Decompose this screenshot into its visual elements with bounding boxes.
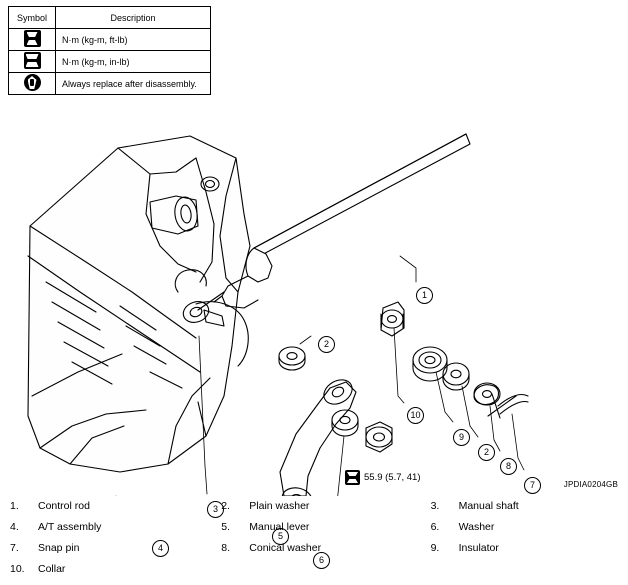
torque-spec-callout xyxy=(345,470,421,485)
legend-number: 2. xyxy=(221,500,231,512)
callout-balloon-6: 6 xyxy=(313,552,330,569)
torque-nm-kgm-ftlb-icon xyxy=(24,30,41,47)
callout-balloon-3: 3 xyxy=(207,501,224,518)
figure-linework xyxy=(0,96,628,496)
legend-item-6 xyxy=(419,521,628,533)
torque-spec-value: 55.9 (5.7, 41) xyxy=(364,472,421,483)
legend-item-2 xyxy=(209,500,418,512)
callout-balloon-10: 10 xyxy=(407,407,424,424)
legend-label: Manual shaft xyxy=(458,500,519,512)
legend-item-10 xyxy=(0,563,209,575)
legend-row xyxy=(0,500,628,512)
torque-nm-kgm-inlb-icon xyxy=(24,52,41,69)
replace-after-disassembly-icon xyxy=(24,74,41,91)
legend-number: 9. xyxy=(430,542,440,554)
symbol-cell xyxy=(9,73,56,95)
legend-item-9 xyxy=(419,542,628,554)
figure-code: JPDIA0204GB xyxy=(563,480,618,489)
callout-balloon-8: 8 xyxy=(500,458,517,475)
callout-balloon-5: 5 xyxy=(272,528,289,545)
symbol-description: N·m (kg-m, in-lb) xyxy=(56,51,211,73)
legend-item-8 xyxy=(209,542,418,554)
callout-balloon-2: 2 xyxy=(318,336,335,353)
legend-label: Manual lever xyxy=(249,521,310,533)
table-row xyxy=(9,29,211,51)
symbol-table-header-row xyxy=(9,7,211,29)
legend-label: Collar xyxy=(38,563,66,575)
callout-balloon-2: 2 xyxy=(478,444,495,461)
symbol-cell xyxy=(9,29,56,51)
symbol-legend-table xyxy=(8,6,211,95)
callout-balloon-4: 4 xyxy=(152,540,169,557)
legend-item-5 xyxy=(209,521,418,533)
callout-balloon-1: 1 xyxy=(416,287,433,304)
legend-label: Insulator xyxy=(458,542,499,554)
parts-legend xyxy=(0,500,628,584)
legend-label: Snap pin xyxy=(38,542,80,554)
callout-balloon-7: 7 xyxy=(524,477,541,494)
legend-label: A/T assembly xyxy=(38,521,102,533)
legend-number: 6. xyxy=(430,521,440,533)
legend-number: 4. xyxy=(10,521,19,533)
legend-row xyxy=(0,563,628,575)
legend-number: 7. xyxy=(10,542,19,554)
table-row xyxy=(9,51,211,73)
table-row xyxy=(9,73,211,95)
legend-item-1 xyxy=(0,500,209,512)
legend-label: Control rod xyxy=(38,500,90,512)
legend-label: Plain washer xyxy=(249,500,310,512)
legend-row xyxy=(0,542,628,554)
legend-label: Conical washer xyxy=(249,542,322,554)
legend-item-empty xyxy=(419,563,628,575)
legend-number: 1. xyxy=(10,500,19,512)
legend-item-4 xyxy=(0,521,209,533)
legend-number: 5. xyxy=(221,521,231,533)
symbol-description: Always replace after disassembly. xyxy=(56,73,211,95)
legend-number: 3. xyxy=(430,500,440,512)
callout-balloon-9: 9 xyxy=(453,429,470,446)
symbol-cell xyxy=(9,51,56,73)
legend-number: 8. xyxy=(221,542,231,554)
description-column-header: Description xyxy=(56,7,211,29)
symbol-description: N·m (kg-m, ft-lb) xyxy=(56,29,211,51)
legend-row xyxy=(0,521,628,533)
legend-item-7 xyxy=(0,542,209,554)
legend-number: 10. xyxy=(10,563,25,575)
legend-item-3 xyxy=(419,500,628,512)
legend-item-empty xyxy=(209,563,418,575)
legend-label: Washer xyxy=(458,521,495,533)
symbol-column-header: Symbol xyxy=(9,7,56,29)
torque-nm-kgm-ftlb-icon xyxy=(345,470,360,485)
